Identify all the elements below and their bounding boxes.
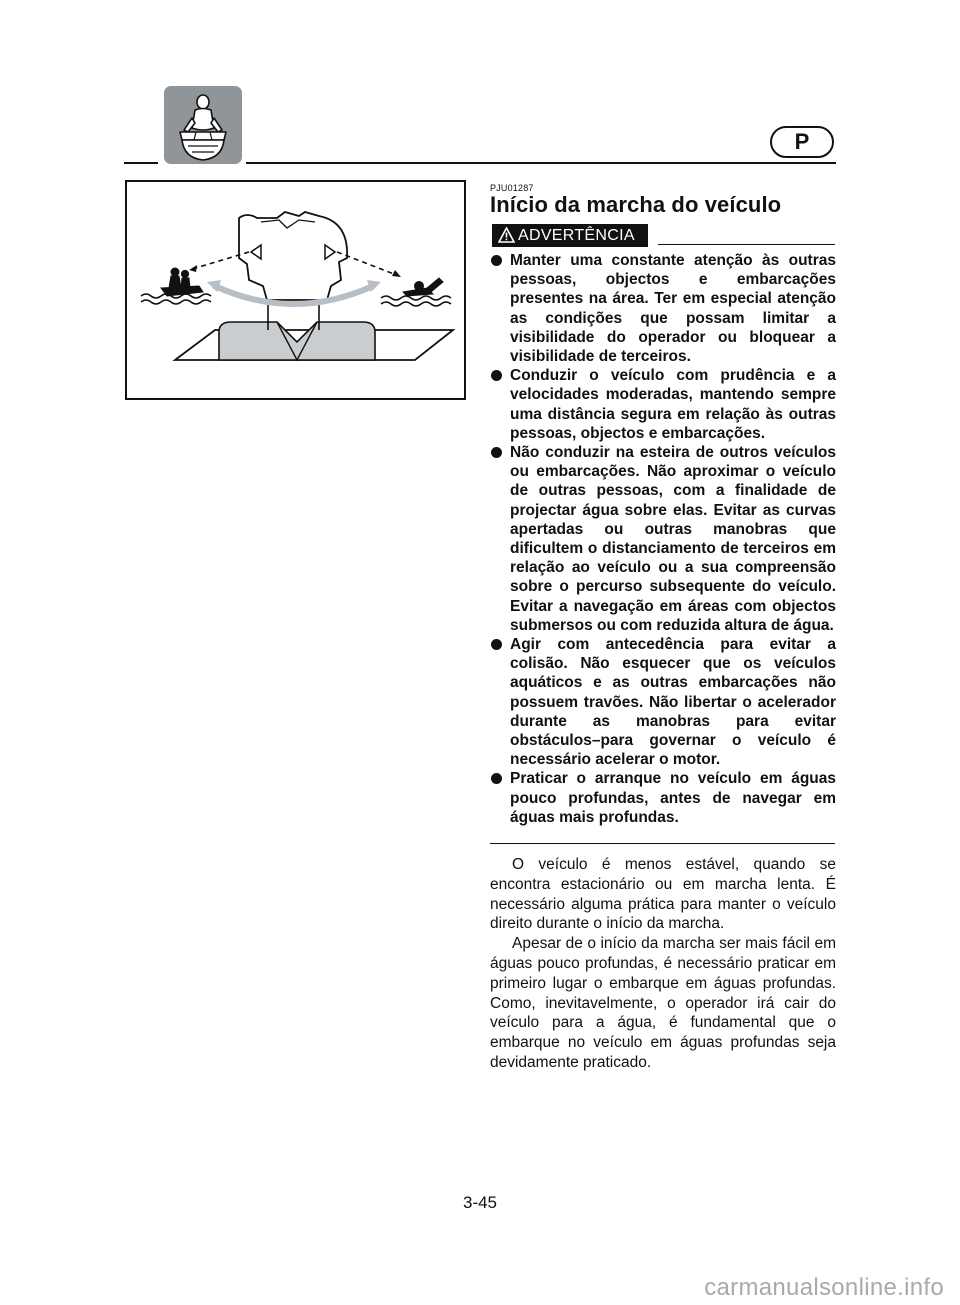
bullet-dot-icon: [491, 447, 502, 458]
bullet-dot-icon: [491, 639, 502, 650]
illustration-waves-right: [381, 296, 451, 306]
body-text: [490, 855, 836, 1073]
warning-badge: [492, 224, 648, 247]
section-code: PJU01287: [490, 183, 534, 193]
header-rule-right: [246, 162, 836, 164]
sightline-right: [337, 252, 399, 276]
watermark: carmanualsonline.info: [704, 1274, 944, 1301]
warning-list: [490, 251, 836, 827]
warning-top-rule: [658, 244, 835, 245]
bullet-dot-icon: [491, 370, 502, 381]
warning-triangle-icon: [498, 227, 515, 243]
illustration-head: [239, 212, 347, 300]
illustration-watercraft: [161, 268, 203, 296]
body-paragraph: O veículo é menos estável, quando se encontra estacionário ou em marcha lenta. É necessário alguma prática para manter o veículo direito durante o início da marcha.: [490, 856, 836, 933]
warning-item: Não conduzir na esteira de outros veículos ou embarcações. Não aproximar o veículo de outras pessoas, com a finalidade de projectar água sobre elas. Evitar as curvas apertadas ou outras manobras que dificultem o distanciamento de terceiros em relação ao veículo ou a sua compreensão sobre o percurso subsequente do veículo. Evitar a navegação em áreas com objectos submersos ou com reduzida altura de água.: [490, 443, 836, 635]
section-title: Início da marcha do veículo: [490, 192, 782, 217]
bullet-dot-icon: [491, 255, 502, 266]
language-badge: P: [770, 126, 834, 158]
bullet-dot-icon: [491, 773, 502, 784]
chapter-operation-icon: [164, 86, 242, 164]
warning-item: Praticar o arranque no veículo em águas pouco profundas, antes de navegar em águas mais profundas.: [490, 769, 836, 827]
warning-bottom-rule: [490, 843, 835, 844]
illustration-look-around: [125, 180, 466, 400]
warning-item: Agir com antecedência para evitar a colisão. Não esquecer que os veículos aquáticos e as outras embarcações não possuem travões. Não libertar o acelerador durante as manobras para evitar obstáculos–para governar o veículo é necessário acelerar o motor.: [490, 635, 836, 769]
warning-item: Conduzir o veículo com prudência e a velocidades moderadas, mantendo sempre uma distância segura em relação às outras pessoas, objectos e embarcações.: [490, 366, 836, 443]
body-paragraph: Apesar de o início da marcha ser mais fácil em águas pouco profundas, é necessário praticar em primeiro lugar o embarque em águas profundas. Como, inevitavelmente, o operador irá cair do veículo para a água, é fundamental que o embarque no veículo em águas profundas seja devidamente praticado.: [490, 935, 836, 1071]
sightline-left: [189, 252, 249, 270]
illustration-torso: [219, 322, 375, 360]
header-rule-left: [124, 162, 158, 164]
warning-label: ADVERTÊNCIA: [518, 227, 635, 244]
warning-item: Manter uma constante atenção às outras pessoas, objectos e embarcações presentes na área. Ter em especial atenção as condições que possam limitar a visibilidade do operador ou bloquear a visibilidade de terceiros.: [490, 251, 836, 366]
illustration-swimmer: [403, 278, 443, 296]
page-number: 3-45: [462, 1193, 498, 1212]
